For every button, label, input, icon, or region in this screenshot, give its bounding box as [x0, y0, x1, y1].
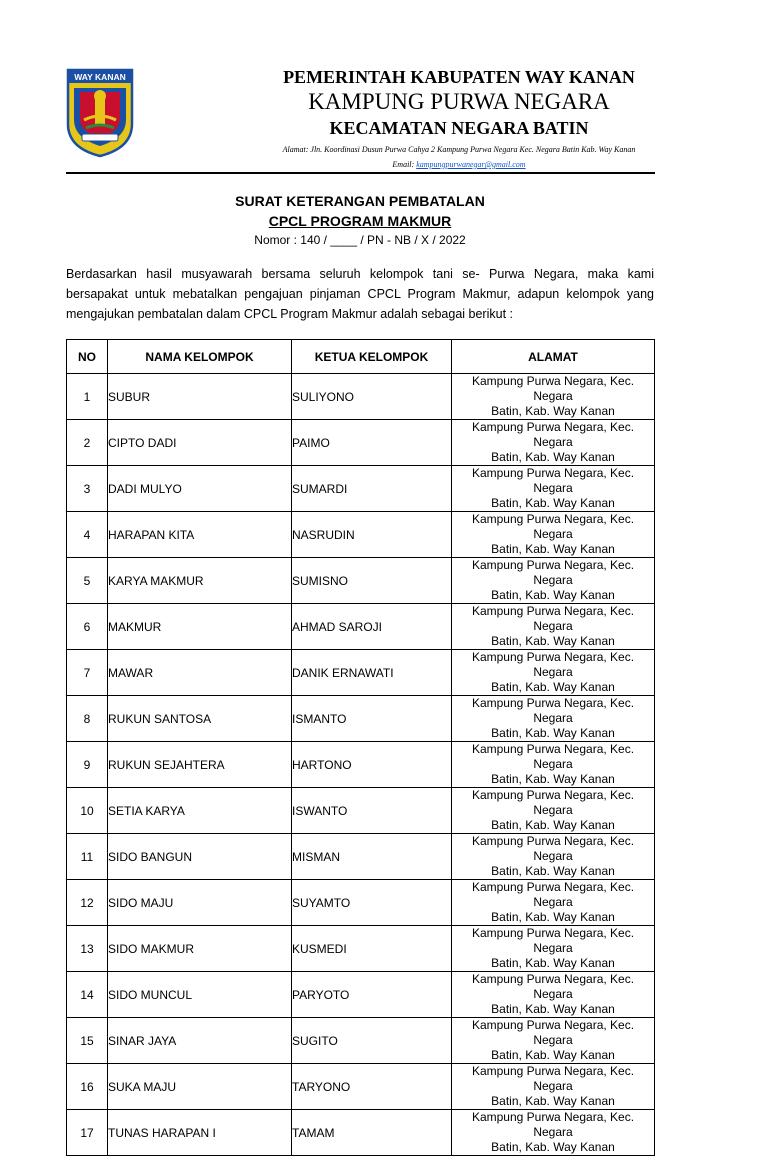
- row-alamat: [452, 512, 655, 558]
- alamat-line-1: Kampung Purwa Negara, Kec. Negara: [471, 374, 635, 403]
- row-ketua-kelompok: PARYOTO: [292, 972, 452, 1018]
- header-address: Alamat: Jln. Koordinasi Dusun Purwa Cahya 2 Kampung Purwa Negara Kec. Negara Batin Kab. Way Kanan: [282, 145, 636, 154]
- row-ketua-kelompok: SULIYONO: [292, 374, 452, 420]
- table-header-row: [67, 340, 655, 374]
- letter-title: SURAT KETERANGAN PEMBATALAN: [235, 193, 485, 209]
- alamat-line-2: Batin, Kab. Way Kanan: [491, 542, 615, 556]
- row-nama-kelompok: CIPTO DADI: [108, 420, 292, 466]
- row-nama-kelompok: SUKA MAJU: [108, 1064, 292, 1110]
- row-nama-kelompok: KARYA MAKMUR: [108, 558, 292, 604]
- alamat-line-2: Batin, Kab. Way Kanan: [491, 634, 615, 648]
- row-no: 3: [67, 466, 108, 512]
- table-row: [67, 834, 655, 880]
- row-ketua-kelompok: SUMISNO: [292, 558, 452, 604]
- header-nama-kelompok: NAMA KELOMPOK: [108, 340, 292, 374]
- alamat-line-1: Kampung Purwa Negara, Kec. Negara: [471, 420, 635, 449]
- row-ketua-kelompok: TAMAM: [292, 1110, 452, 1156]
- alamat-line-1: Kampung Purwa Negara, Kec. Negara: [471, 926, 635, 955]
- row-ketua-kelompok: HARTONO: [292, 742, 452, 788]
- row-alamat: [452, 1064, 655, 1110]
- alamat-line-1: Kampung Purwa Negara, Kec. Negara: [471, 834, 635, 863]
- table-row: [67, 466, 655, 512]
- row-alamat: [452, 466, 655, 512]
- table-row: [67, 1110, 655, 1156]
- row-no: 14: [67, 972, 108, 1018]
- row-alamat: [452, 742, 655, 788]
- table-row: [67, 512, 655, 558]
- row-alamat: [452, 696, 655, 742]
- row-nama-kelompok: SIDO MAJU: [108, 880, 292, 926]
- header-divider: [66, 172, 655, 174]
- row-no: 2: [67, 420, 108, 466]
- email-link[interactable]: kampungpurwanegar@gmail.com: [416, 160, 526, 169]
- alamat-line-2: Batin, Kab. Way Kanan: [491, 864, 615, 878]
- farmer-groups-table: [66, 339, 655, 1156]
- row-alamat: [452, 374, 655, 420]
- row-no: 6: [67, 604, 108, 650]
- header-no: NO: [67, 340, 108, 374]
- alamat-line-2: Batin, Kab. Way Kanan: [491, 1140, 615, 1154]
- header-line-district: KECAMATAN NEGARA BATIN: [329, 118, 589, 138]
- table-row: [67, 742, 655, 788]
- table-row: [67, 880, 655, 926]
- row-nama-kelompok: SETIA KARYA: [108, 788, 292, 834]
- alamat-line-1: Kampung Purwa Negara, Kec. Negara: [471, 696, 635, 725]
- table-row: [67, 926, 655, 972]
- row-nama-kelompok: DADI MULYO: [108, 466, 292, 512]
- row-nama-kelompok: SIDO MUNCUL: [108, 972, 292, 1018]
- row-no: 17: [67, 1110, 108, 1156]
- alamat-line-2: Batin, Kab. Way Kanan: [491, 1094, 615, 1108]
- table-row: [67, 788, 655, 834]
- alamat-line-2: Batin, Kab. Way Kanan: [491, 772, 615, 786]
- letter-subtitle: CPCL PROGRAM MAKMUR: [268, 213, 452, 229]
- row-ketua-kelompok: DANIK ERNAWATI: [292, 650, 452, 696]
- row-no: 10: [67, 788, 108, 834]
- table-row: [67, 420, 655, 466]
- alamat-line-2: Batin, Kab. Way Kanan: [491, 680, 615, 694]
- row-nama-kelompok: TUNAS HARAPAN I: [108, 1110, 292, 1156]
- row-no: 7: [67, 650, 108, 696]
- row-no: 15: [67, 1018, 108, 1064]
- table-row: [67, 650, 655, 696]
- email-label: Email:: [392, 160, 417, 169]
- table-row: [67, 558, 655, 604]
- letter-paragraph: Berdasarkan hasil musyawarah bersama seluruh kelompok tani se- Purwa Negara, maka kami bersapakat untuk mebatalkan pengajuan pinjaman CPCL Program Makmur, adapun kelompok yang mengajukan pembatalan dalam CPCL Program Makmur adalah sebagai berikut :: [66, 267, 654, 321]
- row-no: 13: [67, 926, 108, 972]
- row-alamat: [452, 604, 655, 650]
- table-row: [67, 1064, 655, 1110]
- alamat-line-2: Batin, Kab. Way Kanan: [491, 1002, 615, 1016]
- row-ketua-kelompok: SUYAMTO: [292, 880, 452, 926]
- row-ketua-kelompok: SUMARDI: [292, 466, 452, 512]
- row-nama-kelompok: RUKUN SEJAHTERA: [108, 742, 292, 788]
- row-alamat: [452, 1110, 655, 1156]
- table-row: [67, 972, 655, 1018]
- alamat-line-1: Kampung Purwa Negara, Kec. Negara: [471, 650, 635, 679]
- letter-number: Nomor : 140 / ____ / PN - NB / X / 2022: [254, 233, 466, 247]
- table-row: [67, 604, 655, 650]
- alamat-line-2: Batin, Kab. Way Kanan: [491, 910, 615, 924]
- alamat-line-2: Batin, Kab. Way Kanan: [491, 726, 615, 740]
- alamat-line-2: Batin, Kab. Way Kanan: [491, 496, 615, 510]
- alamat-line-1: Kampung Purwa Negara, Kec. Negara: [471, 788, 635, 817]
- logo-top-text: WAY KANAN: [74, 72, 126, 82]
- header-ketua-kelompok: KETUA KELOMPOK: [292, 340, 452, 374]
- alamat-line-1: Kampung Purwa Negara, Kec. Negara: [471, 466, 635, 495]
- row-ketua-kelompok: MISMAN: [292, 834, 452, 880]
- header-line-regency: PEMERINTAH KABUPATEN WAY KANAN: [283, 67, 635, 87]
- way-kanan-emblem-logo: [66, 68, 134, 158]
- row-no: 8: [67, 696, 108, 742]
- alamat-line-1: Kampung Purwa Negara, Kec. Negara: [471, 972, 635, 1001]
- row-alamat: [452, 972, 655, 1018]
- row-alamat: [452, 788, 655, 834]
- row-no: 12: [67, 880, 108, 926]
- row-no: 4: [67, 512, 108, 558]
- row-nama-kelompok: SIDO BANGUN: [108, 834, 292, 880]
- alamat-line-1: Kampung Purwa Negara, Kec. Negara: [471, 604, 635, 633]
- table-row: [67, 696, 655, 742]
- alamat-line-2: Batin, Kab. Way Kanan: [491, 1048, 615, 1062]
- row-ketua-kelompok: NASRUDIN: [292, 512, 452, 558]
- row-nama-kelompok: MAKMUR: [108, 604, 292, 650]
- table-row: [67, 1018, 655, 1064]
- row-no: 16: [67, 1064, 108, 1110]
- alamat-line-2: Batin, Kab. Way Kanan: [491, 818, 615, 832]
- alamat-line-1: Kampung Purwa Negara, Kec. Negara: [471, 742, 635, 771]
- row-no: 11: [67, 834, 108, 880]
- row-ketua-kelompok: KUSMEDI: [292, 926, 452, 972]
- row-ketua-kelompok: AHMAD SAROJI: [292, 604, 452, 650]
- row-alamat: [452, 880, 655, 926]
- alamat-line-1: Kampung Purwa Negara, Kec. Negara: [471, 1110, 635, 1139]
- row-alamat: [452, 558, 655, 604]
- row-alamat: [452, 420, 655, 466]
- row-no: 1: [67, 374, 108, 420]
- row-alamat: [452, 834, 655, 880]
- table-row: [67, 374, 655, 420]
- row-nama-kelompok: SIDO MAKMUR: [108, 926, 292, 972]
- row-ketua-kelompok: ISWANTO: [292, 788, 452, 834]
- row-no: 5: [67, 558, 108, 604]
- header-alamat: ALAMAT: [452, 340, 655, 374]
- alamat-line-1: Kampung Purwa Negara, Kec. Negara: [471, 558, 635, 587]
- row-alamat: [452, 1018, 655, 1064]
- alamat-line-2: Batin, Kab. Way Kanan: [491, 450, 615, 464]
- row-ketua-kelompok: TARYONO: [292, 1064, 452, 1110]
- row-nama-kelompok: SINAR JAYA: [108, 1018, 292, 1064]
- row-alamat: [452, 650, 655, 696]
- header-line-village: KAMPUNG PURWA NEGARA: [308, 89, 610, 114]
- row-alamat: [452, 926, 655, 972]
- row-nama-kelompok: MAWAR: [108, 650, 292, 696]
- alamat-line-1: Kampung Purwa Negara, Kec. Negara: [471, 1064, 635, 1093]
- alamat-line-2: Batin, Kab. Way Kanan: [491, 956, 615, 970]
- row-nama-kelompok: RUKUN SANTOSA: [108, 696, 292, 742]
- row-ketua-kelompok: PAIMO: [292, 420, 452, 466]
- alamat-line-1: Kampung Purwa Negara, Kec. Negara: [471, 880, 635, 909]
- alamat-line-2: Batin, Kab. Way Kanan: [491, 404, 615, 418]
- row-nama-kelompok: HARAPAN KITA: [108, 512, 292, 558]
- row-no: 9: [67, 742, 108, 788]
- row-ketua-kelompok: SUGITO: [292, 1018, 452, 1064]
- alamat-line-2: Batin, Kab. Way Kanan: [491, 588, 615, 602]
- header-email-line: [150, 160, 768, 169]
- row-ketua-kelompok: ISMANTO: [292, 696, 452, 742]
- alamat-line-1: Kampung Purwa Negara, Kec. Negara: [471, 1018, 635, 1047]
- alamat-line-1: Kampung Purwa Negara, Kec. Negara: [471, 512, 635, 541]
- row-nama-kelompok: SUBUR: [108, 374, 292, 420]
